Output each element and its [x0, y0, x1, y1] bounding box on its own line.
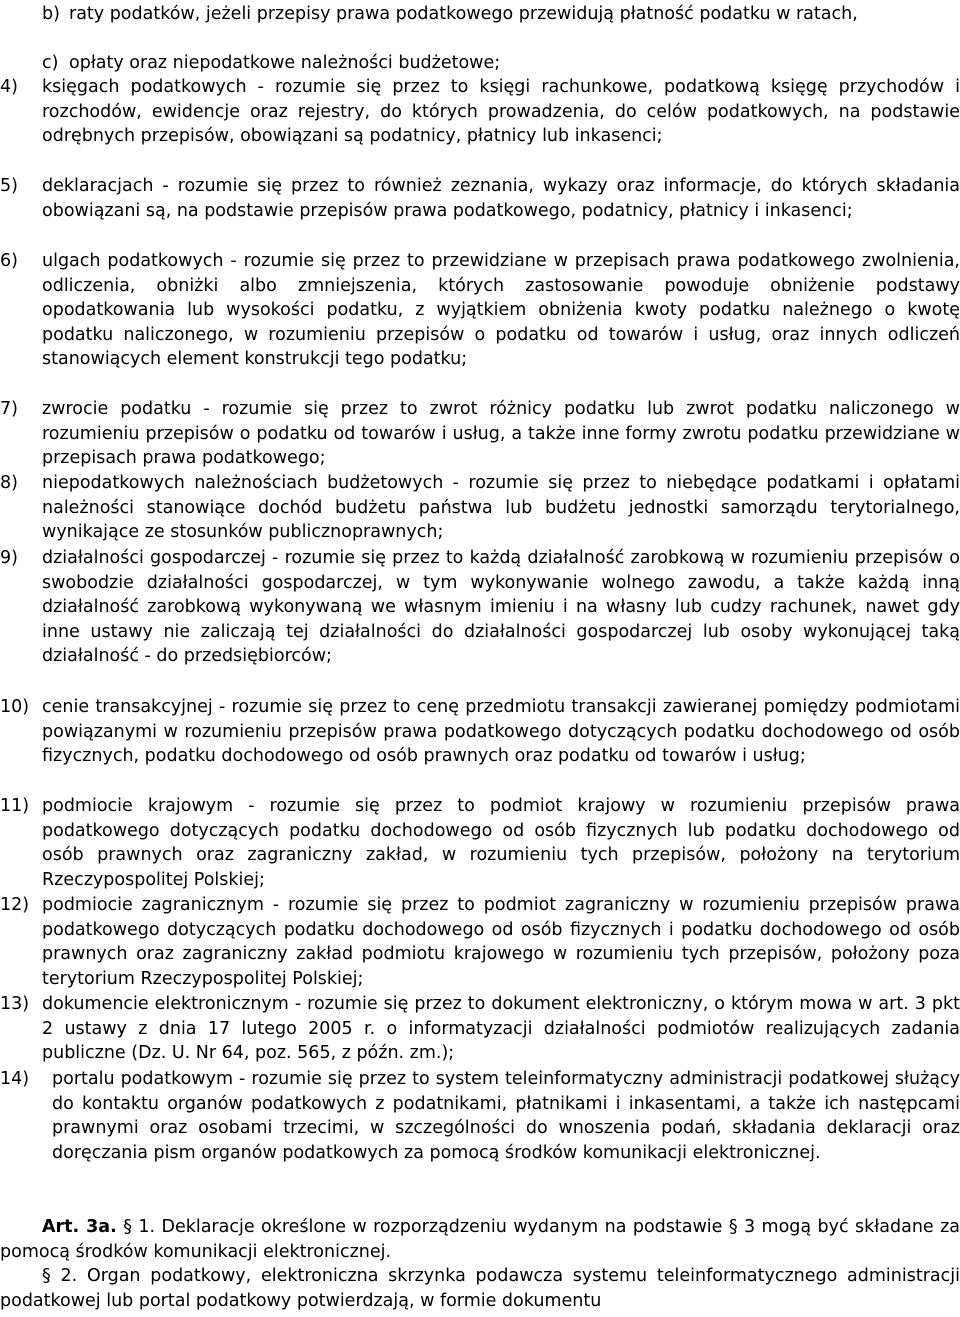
list-item — [0, 992, 960, 1066]
item-text: deklaracjach - rozumie się przez to również zeznania, wykazy oraz informacje, do których składania obowiązani są, na podstawie przepisów prawa podatkowego, podatnicy, płatnicy i inkasenci; — [42, 176, 960, 221]
item-number: 12) — [0, 895, 30, 915]
item-text: działalności gospodarczej - rozumie się przez to każdą działalność zarobkową w rozumieniu przepisów o swobodzie działalności gospodarczej, w tym wykonywanie wolnego zawodu, a także każdą inną działalność zarobkową wykonywaną we własnym imieniu i na własny lub cudzy rachunek, nawet gdy inne ustawy nie zaliczają tej działalności do działalności gospodarczej lub osoby wykonującej taką działalność - do przedsiębiorców; — [42, 548, 960, 666]
list-item — [0, 174, 960, 223]
paragraph-text: Deklaracje określone w rozporządzeniu wydanym na podstawie § 3 mogą być składane za pomocą środków komunikacji elektronicznej. — [0, 1217, 960, 1262]
paragraph-mark: § 1. — [123, 1217, 156, 1237]
item-number: 7) — [0, 399, 18, 419]
item-text: podmiocie zagranicznym - rozumie się przez to podmiot zagraniczny w rozumieniu przepisów prawa podatkowego dotyczących podatku dochodowego od osób fizycznych i podatku dochodowego od osób prawnych oraz zagraniczny zakład podmiotu krajowego w rozumieniu tych przepisów, położony poza terytorium Rzeczypospolitej Polskiej; — [42, 895, 960, 989]
item-text: raty podatków, jeżeli przepisy prawa podatkowego przewidują płatność podatku w ratach, — [69, 4, 858, 24]
item-number: 13) — [0, 994, 30, 1014]
item-number: 8) — [0, 473, 18, 493]
list-item — [0, 546, 960, 669]
item-number: 14) — [0, 1069, 30, 1089]
list-item — [0, 695, 960, 769]
list-item — [0, 397, 960, 471]
item-text: zwrocie podatku - rozumie się przez to zwrot różnicy podatku lub zwrot podatku naliczonego w rozumieniu przepisów o podatku od towarów i usług, a także inne formy zwrotu podatku przewidziane w przepisach prawa podatkowego; — [42, 399, 960, 468]
article-3a-paragraph-1 — [0, 1215, 960, 1264]
list-item — [0, 249, 960, 372]
item-text: dokumencie elektronicznym - rozumie się przez to dokument elektroniczny, o którym mowa w art. 3 pkt 2 ustawy z dnia 17 lutego 2005 r. o informatyzacji działalności podmiotów realizujących zadania publiczne (Dz. U. Nr 64, poz. 565, z późn. zm.); — [42, 994, 960, 1063]
list-item — [0, 471, 960, 545]
list-item — [0, 75, 960, 149]
item-number: 6) — [0, 251, 18, 271]
item-text: księgach podatkowych - rozumie się przez to księgi rachunkowe, podatkową księgę przychodów i rozchodów, ewidencje oraz rejestry, do których prowadzenia, do celów podatkowych, na podstawie odrębnych przepisów, obowiązani są podatnicy, płatnicy lub inkasenci; — [42, 77, 960, 146]
list-item — [0, 794, 960, 892]
item-number: 4) — [0, 77, 18, 97]
list-item — [0, 1067, 960, 1165]
paragraph-text: Organ podatkowy, elektroniczna skrzynka podawcza systemu teleinformatycznego administracji podatkowej lub portal podatkowy potwierdzają, w formie dokumentu — [0, 1266, 960, 1311]
paragraph-mark: § 2. — [42, 1266, 78, 1286]
list-item — [0, 893, 960, 991]
item-text: podmiocie krajowym - rozumie się przez to podmiot krajowy w rozumieniu przepisów prawa podatkowego dotyczących podatku dochodowego od osób fizycznych lub podatku dochodowego od osób prawnych oraz zagraniczny zakład, w rozumieniu tych przepisów, położony na terytorium Rzeczypospolitej Polskiej; — [42, 796, 960, 890]
item-number: 9) — [0, 548, 18, 568]
item-number: 5) — [0, 176, 18, 196]
article-label: Art. 3a. — [42, 1217, 117, 1237]
item-number: b) — [42, 4, 60, 24]
item-text: cenie transakcyjnej - rozumie się przez to cenę przedmiotu transakcji zawieranej pomiędzy podmiotami powiązanymi w rozumieniu przepisów prawa podatkowego dotyczących podatku dochodowego od osób fizycznych, podatku dochodowego od osób prawnych oraz podatku od towarów i usług; — [42, 697, 960, 766]
item-number: c) — [42, 53, 59, 73]
item-text: ulgach podatkowych - rozumie się przez to przewidziane w przepisach prawa podatkowego zwolnienia, odliczenia, obniżki albo zmniejszenia, których zastosowanie powoduje obniżenie podstawy opodatkowania lub wysokości podatku, z wyjątkiem obniżenia kwoty podatku należnego o kwotę podatku naliczonego, w rozumieniu przepisów o podatku od towarów i usług, oraz innych odliczeń stanowiących element konstrukcji tego podatku; — [42, 251, 960, 369]
list-item — [0, 2, 960, 27]
item-text: opłaty oraz niepodatkowe należności budżetowe; — [69, 53, 501, 73]
list-item — [0, 51, 960, 76]
item-number: 10) — [0, 697, 30, 717]
item-text: niepodatkowych należnościach budżetowych - rozumie się przez to niebędące podatkami i opłatami należności stanowiące dochód budżetu państwa lub budżetu jednostki samorządu terytorialnego, wynikające ze stosunków publicznoprawnych; — [42, 473, 960, 542]
article-3a-paragraph-2 — [0, 1264, 960, 1313]
item-text: portalu podatkowym - rozumie się przez to system teleinformatyczny administracji podatkowej służący do kontaktu organów podatkowych z podatnikami, płatnikami i inkasentami, a także ich następcami prawnymi oraz osobami trzecimi, w szczególności do wnoszenia podań, składania deklaracji oraz doręczania pism organów podatkowych za pomocą środków komunikacji elektronicznej. — [52, 1069, 960, 1163]
item-number: 11) — [0, 796, 30, 816]
